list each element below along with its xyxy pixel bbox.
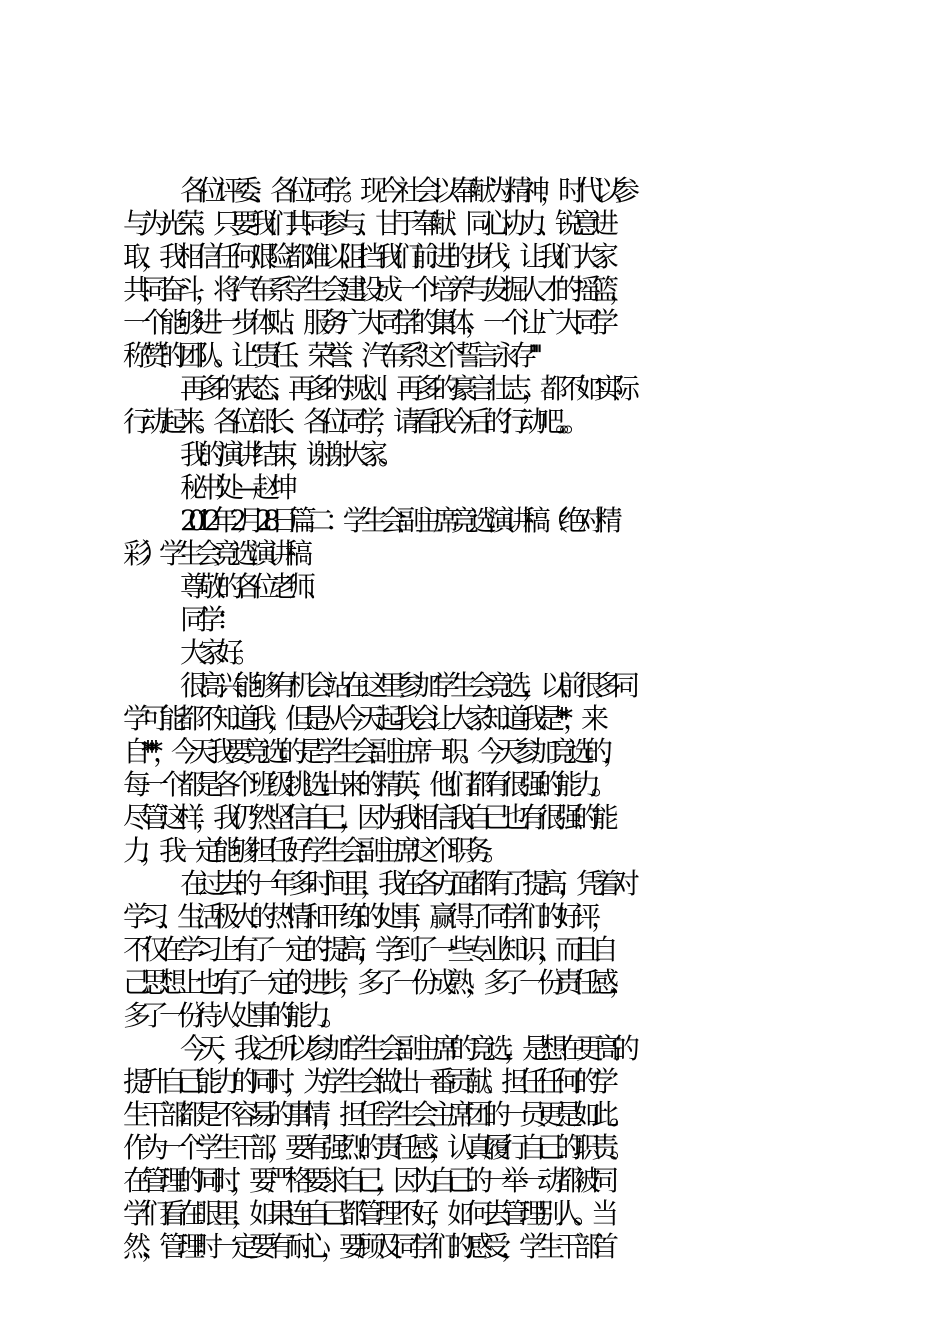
text-line: 生干部都是不容易的事情，担任学生会主席团的一员更是如此。: [123, 1098, 628, 1131]
text-line: 在过去的一年多时间里，我在各方面都有了提高，凭着对: [180, 867, 631, 900]
text-line: 大家好。: [180, 636, 253, 669]
text-line: 再多的表态、再多的规划、再多的豪言壮志，都不如实际: [180, 372, 631, 405]
text-line: 力，我一定能够担任好学生会副主席这个职务。: [123, 834, 502, 867]
text-line: 2012年2月28日篇二：学生会副主席竞选演讲稿（绝对精: [180, 504, 613, 537]
text-line: 共同奋斗，将汽车系学生会建设成一个培养与发掘人才的摇篮，: [123, 273, 628, 306]
text-line: 与为光荣。只要我们共同参与、甘于奉献、同心协力、锐意进: [123, 207, 610, 240]
text-line: 我的演讲结束，谢谢大家。: [180, 438, 397, 471]
text-line: 自***，今天我要竞选的是学生会副主席一职。今天参加竞选的，: [123, 735, 622, 768]
text-line: 各位评委、各位同学。现今社会以奉献为精神，时代以参: [180, 174, 631, 207]
text-line: 提升自己能力的同时，为学生会做出一番贡献。担任任何的学: [123, 1065, 610, 1098]
text-line: 一个能够进一步体贴、服务广大同学的集体，一个让广大同学: [123, 306, 610, 339]
text-line: 彩）学生会竞选演讲稿: [123, 537, 304, 570]
text-line: 尊敬的各位老师、: [180, 570, 325, 603]
document-body: [123, 174, 843, 1263]
text-line: 尽管这样，我仍然坚信自己，因为我相信我自己也有很强的能: [123, 801, 610, 834]
text-line: 己思想上也有了一定的进步，多了一份成熟，多了一份责任感，: [123, 966, 628, 999]
text-line: 很高兴能够有机会站在这里参加学生会竞选，以前很多同: [180, 669, 631, 702]
text-line: 今天，我之所以参加学生会副主席的竞选，是想在更高的: [180, 1032, 631, 1065]
text-line: 不仅在学习上有了一定的提高，学到了一些专业知识，而且自: [123, 933, 610, 966]
text-line: 多了一份待人处事的能力。: [123, 999, 340, 1032]
text-line: 然，管理时一定要有耐心，要顾及同学们的感受，学生干部首: [123, 1230, 610, 1263]
text-line: 取，我相信任何艰险都难以阻挡我们前进的步伐，让我们大家: [123, 240, 610, 273]
text-line: 作为一个学生干部，要有强烈的责任感，认真履行自己的职责。: [123, 1131, 628, 1164]
text-line: 行动起来。各位部长、各位同学，请看我今后的行动吧。。。: [123, 405, 582, 438]
text-line: 在管理的同时，要严格要求自己，因为自己的一举一动都被同: [123, 1164, 610, 1197]
text-line: 每一个都是各个班级挑选出来的精英，他们都有很强的能力。: [123, 768, 610, 801]
text-line: 学可能都不知道我，但是从今天起我会让大家知道我是**，来: [123, 702, 600, 735]
text-line: 学习、生活极大的热情和干练的处事，赢得了同学们的好评，: [123, 900, 610, 933]
text-line: 称赞的团队。让“责任、荣誉、汽车系”这个誓言永存"": [123, 339, 534, 372]
text-line: 学们看在眼里，如果连自己都管理不好，如何去管理别人。当: [123, 1197, 610, 1230]
text-line: 同学：: [180, 603, 235, 636]
text-line: 秘书处—赵坤: [180, 471, 289, 504]
